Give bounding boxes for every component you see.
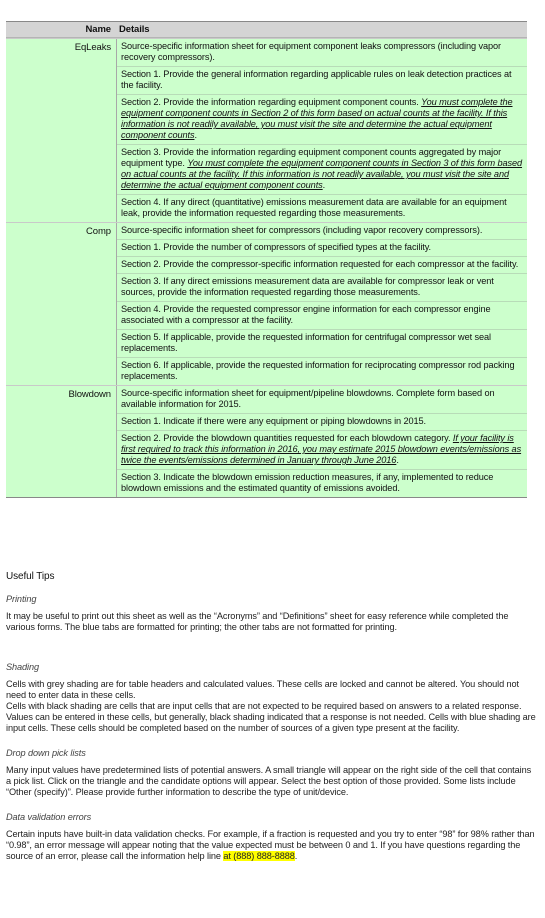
detail-tail: .: [396, 455, 399, 465]
printing-heading: Printing: [6, 594, 37, 604]
printing-text: It may be useful to print out this sheet as well as the “Acronyms” and “Definitions” sheet for easy reference while completed the various forms. The blue tabs are formatted for printing; the other tabs are not formatted for printing.: [6, 611, 509, 632]
row-name: Blowdown: [68, 389, 111, 400]
detail-cell: [117, 256, 527, 273]
detail-text: Section 2. Provide the blowdown quantities requested for each blowdown category.: [121, 433, 453, 443]
detail-cell: [117, 386, 527, 413]
detail-text: Section 3. Indicate the blowdown emission reduction measures, if any, implemented to reduce blowdown emissions and the estimated quantity of emissions avoided.: [121, 472, 494, 493]
row-name: EqLeaks: [74, 42, 111, 53]
detail-cell: [117, 223, 527, 239]
detail-emphasis: You must complete the equipment component counts in Section 2 of this form based on actual counts at the facility. If this information is not readily available, you must visit the site and determine the actual equipment component counts: [121, 97, 513, 140]
table-row: [6, 38, 527, 222]
detail-text: Source-specific information sheet for compressors (including vapor recovery compressors).: [121, 225, 483, 235]
detail-text: Section 2. Provide the compressor-specific information requested for each compressor at the facility.: [121, 259, 519, 269]
detail-cell: [117, 273, 527, 301]
detail-cell: [117, 66, 527, 94]
instructions-table: [6, 21, 527, 498]
detail-cell: [117, 357, 527, 385]
validation-heading: Data validation errors: [6, 812, 92, 822]
validation-body: Certain inputs have built-in data validation checks. For example, if a fraction is requested and you try to enter “98” for 98% rather than “0.98”, an error message will appear noting that the value expected must be between 0 and 1. If you have questions regarding the source of an error, please call the information help line: [6, 829, 535, 861]
row-details: [116, 39, 527, 222]
dropdown-text: Many input values have predetermined lists of potential answers. A small triangle will appear on the right side of the cell that contains a pick list. Click on the triangle and the candidate options will appear. Select the best option of those provided. Some lists include “Other (specify)”. Please provide further information to describe the type of unit/device.: [6, 765, 532, 797]
useful-tips: [6, 571, 536, 876]
detail-text: Section 1. Indicate if there were any equipment or piping blowdowns in 2015.: [121, 416, 426, 426]
detail-text: Source-specific information sheet for equipment component leaks compressors (including vapor recovery compressors).: [121, 41, 501, 62]
detail-text: Section 4. If any direct (quantitative) emissions measurement data are available for an equipment leak, provide the information requested regarding those measurements.: [121, 197, 507, 218]
tips-title: Useful Tips: [6, 571, 55, 582]
row-details: [116, 223, 527, 385]
table-header: [6, 22, 527, 38]
details-column-header: Details: [119, 24, 150, 35]
table-row: [6, 222, 527, 385]
detail-text: Section 2. Provide the information regarding equipment component counts.: [121, 97, 422, 107]
shading-text: Cells with grey shading are for table headers and calculated values. These cells are locked and cannot be altered. You should not need to enter data in these cells. Cells with black shading are cells that are input cells that are not expected to be required based on answers to a related response. Values can be entered in these cells, but generally, black shading indicated that a response is not needed. Cells with blue shading are input cells. These cells should be completed based on the number of sources of a given type present at the facility.: [6, 679, 536, 733]
table-row: [6, 385, 527, 497]
row-name: Comp: [86, 226, 111, 237]
detail-emphasis: You must complete the equipment component counts in Section 3 of this form based on actual counts at the facility. If this information is not readily available, you must visit the site and determine the actual equipment component counts: [121, 158, 523, 190]
detail-text: Section 3. If any direct emissions measurement data are available for compressor leak or vent sources, provide the information requested regarding those measurements.: [121, 276, 494, 297]
detail-text: Source-specific information sheet for equipment/pipeline blowdowns. Complete form based on available information for 2015.: [121, 388, 495, 409]
detail-cell: [117, 469, 527, 497]
detail-cell: [117, 413, 527, 430]
table-body: [6, 38, 527, 497]
detail-cell: [117, 301, 527, 329]
detail-tail: .: [194, 130, 197, 140]
detail-cell: [117, 194, 527, 222]
detail-text: Section 4. Provide the requested compressor engine information for each compressor engine associated with a compressor at the facility.: [121, 304, 491, 325]
detail-text: Section 3. Provide the information regarding equipment component counts aggregated by major equipment type.: [121, 147, 502, 168]
name-column-header: Name: [85, 24, 111, 35]
detail-text: Section 1. Provide the number of compressors of specified types at the facility.: [121, 242, 431, 252]
detail-cell: [117, 39, 527, 66]
helpline-number: at (888) 888-8888: [223, 851, 295, 861]
dropdown-heading: Drop down pick lists: [6, 748, 86, 758]
validation-tail: .: [294, 851, 298, 861]
validation-text: [6, 829, 536, 862]
detail-cell: [117, 329, 527, 357]
detail-cell: [117, 239, 527, 256]
detail-cell: [117, 94, 527, 144]
detail-text: Section 1. Provide the general information regarding applicable rules on leak detection practices at the facility.: [121, 69, 512, 90]
detail-cell: [117, 430, 527, 469]
row-details: [116, 386, 527, 497]
detail-text: Section 5. If applicable, provide the requested information for centrifugal compressor wet seal replacements.: [121, 332, 491, 353]
shading-heading: Shading: [6, 662, 40, 672]
detail-text: Section 6. If applicable, provide the requested information for reciprocating compressor rod packing replacements.: [121, 360, 515, 381]
detail-cell: [117, 144, 527, 194]
detail-emphasis: If your facility is first required to track this information in 2016, you may estimate 2015 blowdown events/emissions as twice the events/emissions determined in January through June 2016: [121, 433, 522, 465]
detail-tail: .: [322, 180, 326, 190]
